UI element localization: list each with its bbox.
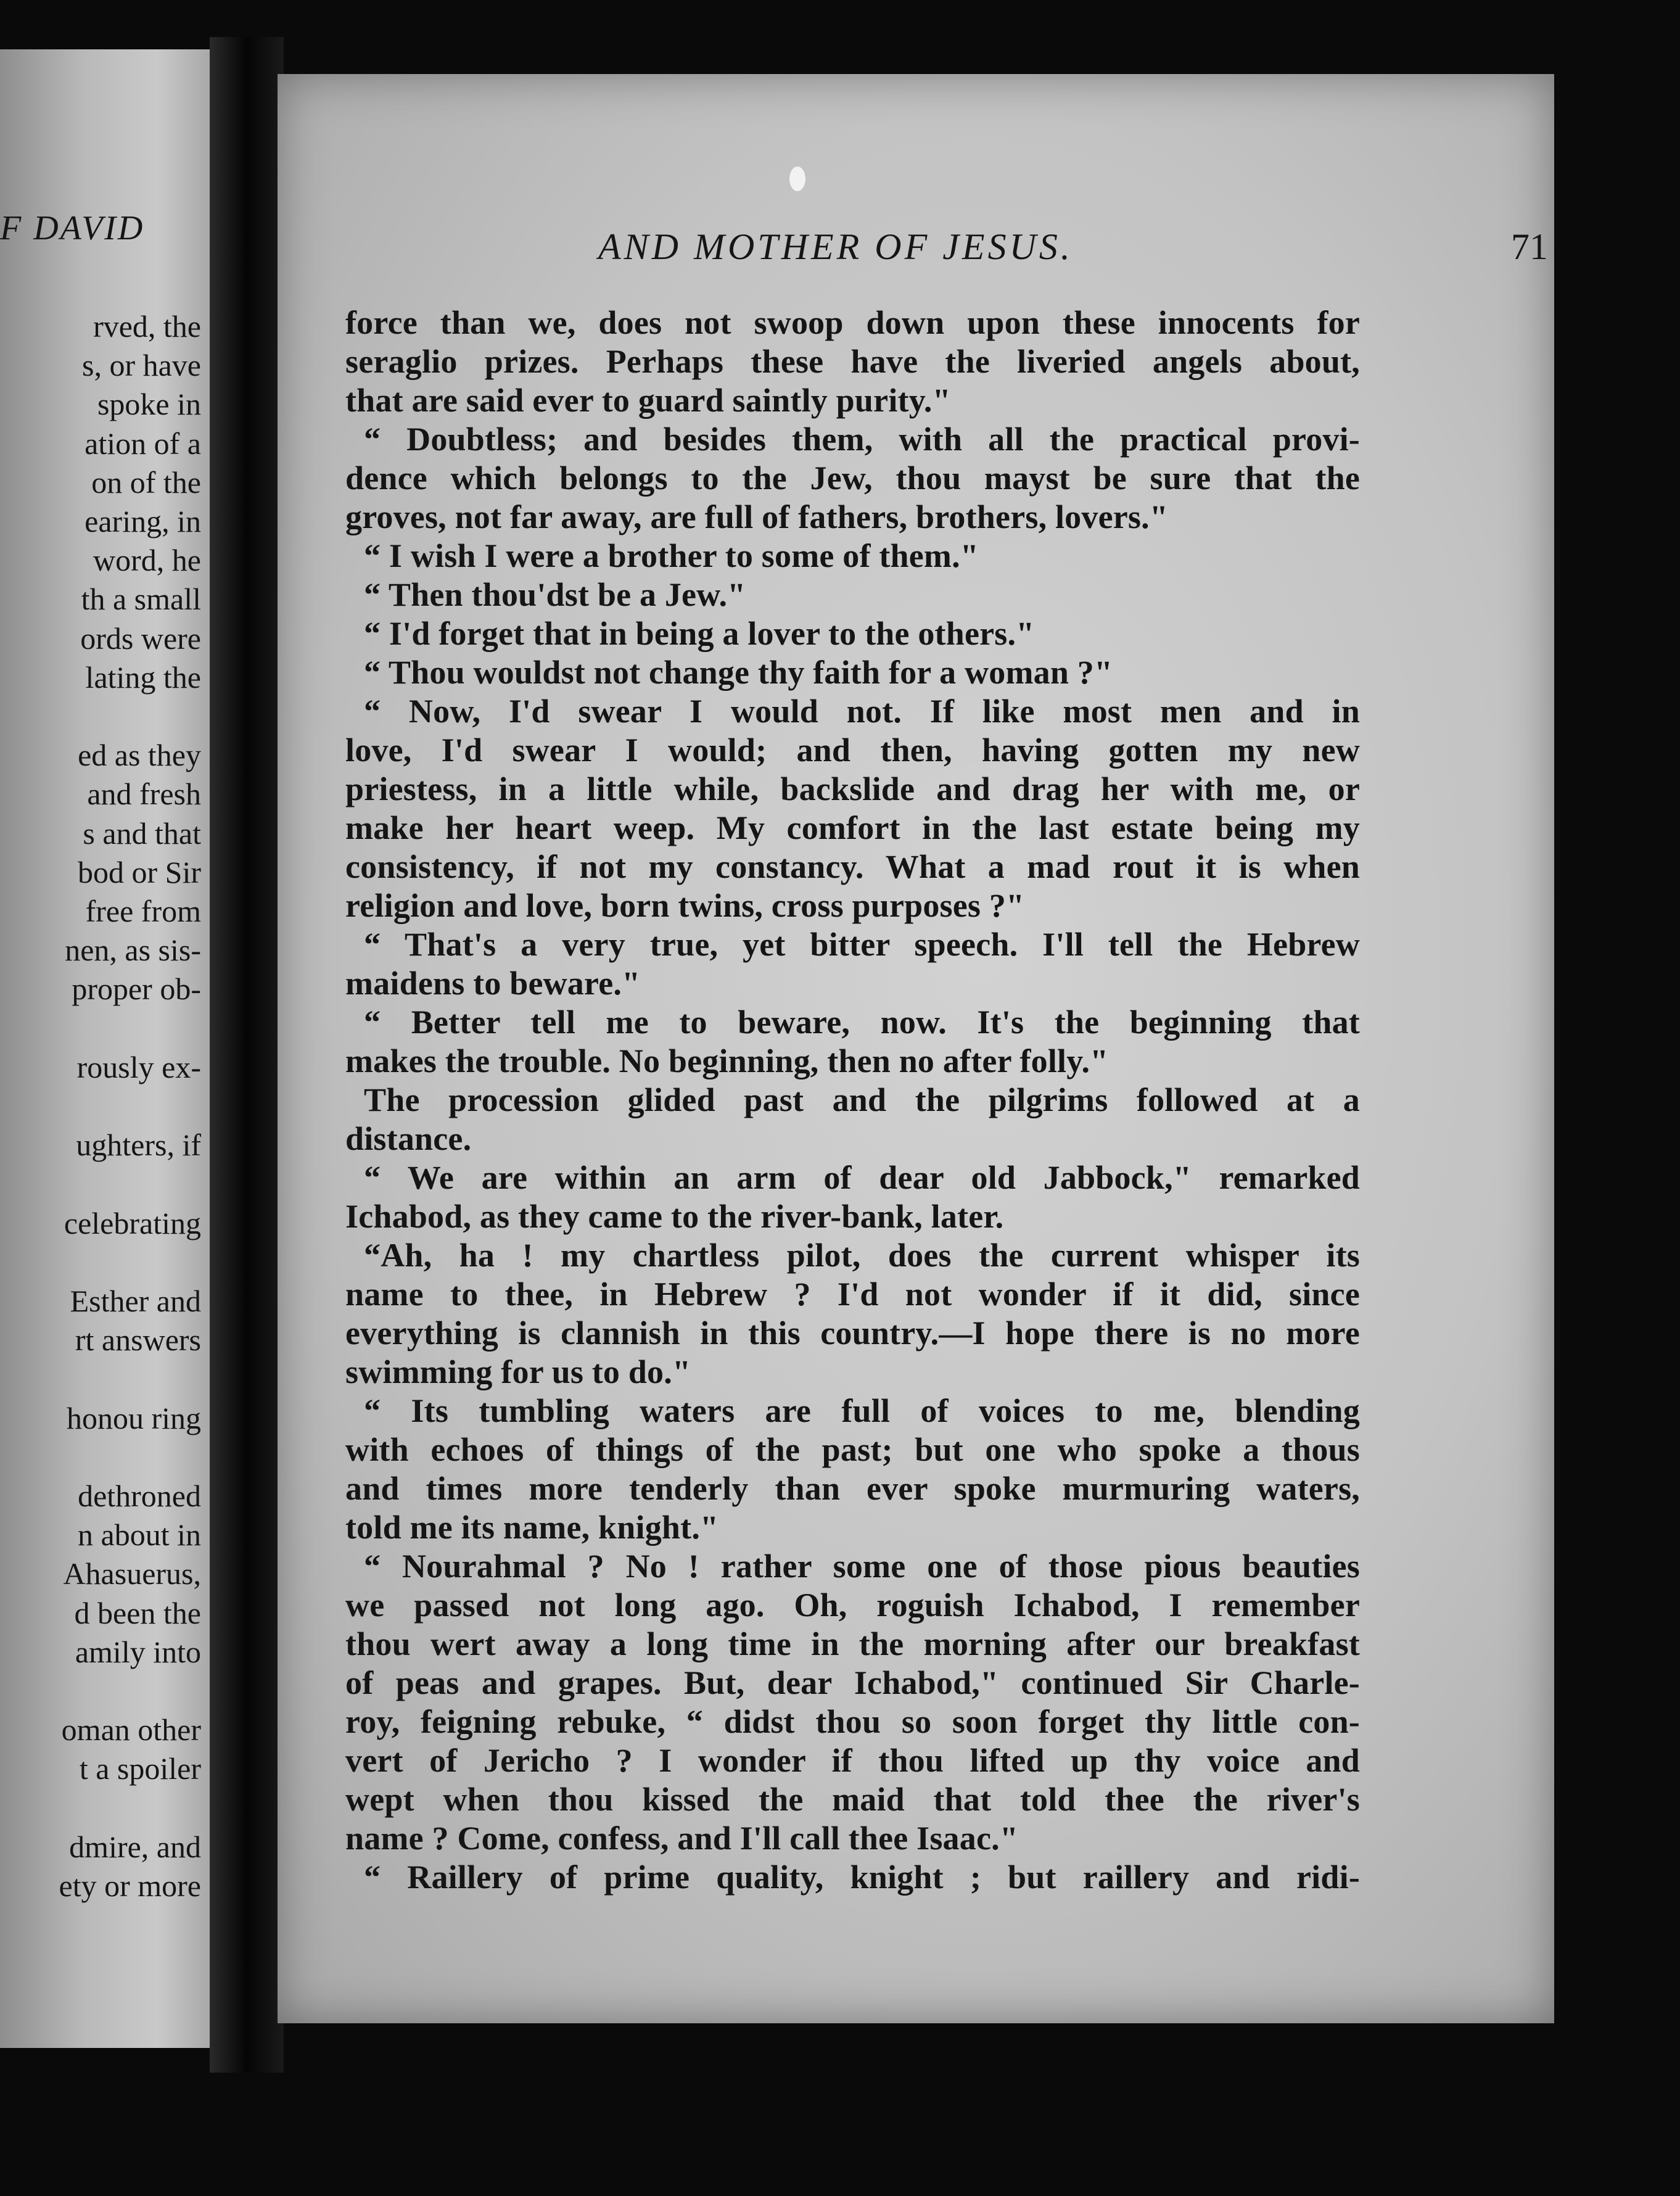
facing-page-line: rt answers	[75, 1323, 201, 1358]
facing-page-line: t a spoiler	[79, 1751, 201, 1786]
facing-page-line: d been the	[74, 1595, 201, 1630]
text-line: swimming for us to do."	[345, 1353, 691, 1390]
text-line: make her heart weep. My comfort in the last estate being my	[345, 809, 1360, 846]
facing-page-line: bod or Sir	[78, 854, 201, 890]
text-line: and times more tenderly than ever spoke murmuring waters,	[345, 1470, 1360, 1507]
facing-page-line: spoke in	[97, 387, 201, 422]
text-line: “ I'd forget that in being a lover to the others."	[364, 615, 1035, 652]
text-line: told me its name, knight."	[345, 1509, 719, 1546]
facing-page-line: ords were	[80, 621, 201, 656]
facing-page-line: dmire, and	[69, 1829, 201, 1864]
text-line: dence which belongs to the Jew, thou mayst be sure that the	[345, 460, 1360, 497]
facing-page-line: nen, as sis-	[65, 933, 201, 968]
facing-page-line: celebrating	[64, 1205, 201, 1240]
text-line: roy, feigning rebuke, “ didst thou so soon forget thy little con-	[345, 1703, 1360, 1740]
book-gutter	[210, 37, 284, 2073]
text-line: “ I wish I were a brother to some of them."	[364, 537, 979, 574]
text-line: “ Thou wouldst not change thy faith for a woman ?"	[364, 654, 1113, 691]
text-line: groves, not far away, are full of fathers, brothers, lovers."	[345, 498, 1169, 535]
text-line: everything is clannish in this country.—I hope there is no more	[345, 1315, 1360, 1352]
text-line: distance.	[345, 1120, 472, 1157]
facing-page-line: th a small	[81, 582, 201, 617]
text-line: “ Its tumbling waters are full of voices to me, blending	[364, 1392, 1360, 1429]
facing-page-line: word, he	[93, 543, 201, 578]
text-line: name to thee, in Hebrew ? I'd not wonder if it did, since	[345, 1276, 1360, 1313]
facing-page-line: ughters, if	[76, 1128, 201, 1163]
facing-page-line: rved, the	[93, 309, 201, 344]
page-number: 71	[1511, 226, 1548, 267]
text-line: “ Now, I'd swear I would not. If like most men and in	[364, 693, 1360, 730]
text-line: “ Raillery of prime quality, knight ; but raillery and ridi-	[364, 1859, 1360, 1896]
facing-page-line: rously ex-	[76, 1049, 201, 1084]
facing-page-line: amily into	[75, 1634, 201, 1669]
text-line: Ichabod, as they came to the river-bank, later.	[345, 1198, 1004, 1235]
facing-page-line: earing, in	[84, 504, 201, 539]
text-line: vert of Jericho ? I wonder if thou lifted up thy voice and	[345, 1742, 1360, 1779]
text-line: “ We are within an arm of dear old Jabbock," remarked	[364, 1159, 1360, 1196]
page-header	[598, 226, 1548, 275]
facing-page-line: s, or have	[82, 348, 201, 383]
text-line: with echoes of things of the past; but one who spoke a thous	[345, 1431, 1360, 1468]
text-line: force than we, does not swoop down upon these innocents for	[345, 304, 1360, 341]
facing-page-fragment	[0, 49, 210, 2048]
facing-page-line: oman other	[61, 1712, 201, 1748]
text-line: love, I'd swear I would; and then, having gotten my new	[345, 732, 1360, 769]
body-text	[345, 303, 1360, 1897]
text-line: The procession glided past and the pilgrims followed at a	[364, 1081, 1360, 1118]
facing-page-line: ety or more	[59, 1868, 201, 1903]
facing-page-line: n about in	[78, 1517, 201, 1553]
facing-page-line: free from	[85, 894, 201, 928]
text-line: “ Then thou'dst be a Jew."	[364, 576, 746, 613]
text-line: thou wert away a long time in the morning after our breakfast	[345, 1625, 1360, 1662]
text-line: makes the trouble. No beginning, then no after folly."	[345, 1042, 1109, 1079]
facing-page-running-head: F DAVID	[0, 209, 145, 247]
text-line: “ Better tell me to beware, now. It's the beginning that	[364, 1004, 1360, 1041]
text-line: of peas and grapes. But, dear Ichabod," continued Sir Charle-	[345, 1664, 1360, 1701]
text-line: that are said ever to guard saintly purity."	[345, 382, 951, 419]
text-line: we passed not long ago. Oh, roguish Ichabod, I remember	[345, 1587, 1360, 1624]
facing-page-line: s and that	[83, 815, 201, 851]
facing-page-line: and fresh	[87, 777, 201, 812]
facing-page-line: Ahasuerus,	[63, 1556, 201, 1591]
paper-speck	[789, 167, 805, 191]
text-line: wept when thou kissed the maid that told thee the river's	[345, 1781, 1360, 1818]
facing-page-line: ation of a	[84, 426, 201, 461]
page	[278, 74, 1554, 2023]
facing-page-line: honou ring	[66, 1400, 201, 1435]
running-head: AND MOTHER OF JESUS.	[598, 226, 1073, 267]
text-line: maidens to beware."	[345, 965, 641, 1002]
text-line: name ? Come, confess, and I'll call thee Isaac."	[345, 1820, 1018, 1857]
text-line: religion and love, born twins, cross purposes ?"	[345, 887, 1025, 924]
text-line: “ That's a very true, yet bitter speech. I'll tell the Hebrew	[364, 926, 1360, 963]
text-line: “ Nourahmal ? No ! rather some one of those pious beauties	[364, 1548, 1360, 1585]
text-line: consistency, if not my constancy. What a mad rout it is when	[345, 848, 1360, 885]
text-line: “Ah, ha ! my chartless pilot, does the current whisper its	[364, 1237, 1360, 1274]
text-line: priestess, in a little while, backslide and drag her with me, or	[345, 770, 1360, 807]
facing-page-line: proper ob-	[72, 972, 201, 1007]
facing-page-line: lating the	[85, 659, 201, 695]
facing-page-line: on of the	[91, 464, 201, 500]
text-line: seraglio prizes. Perhaps these have the liveried angels about,	[345, 343, 1360, 380]
facing-page-line: Esther and	[70, 1284, 201, 1318]
facing-page-line: dethroned	[78, 1479, 201, 1513]
facing-page-line: ed as they	[78, 738, 201, 773]
text-line: “ Doubtless; and besides them, with all the practical provi-	[364, 421, 1360, 458]
